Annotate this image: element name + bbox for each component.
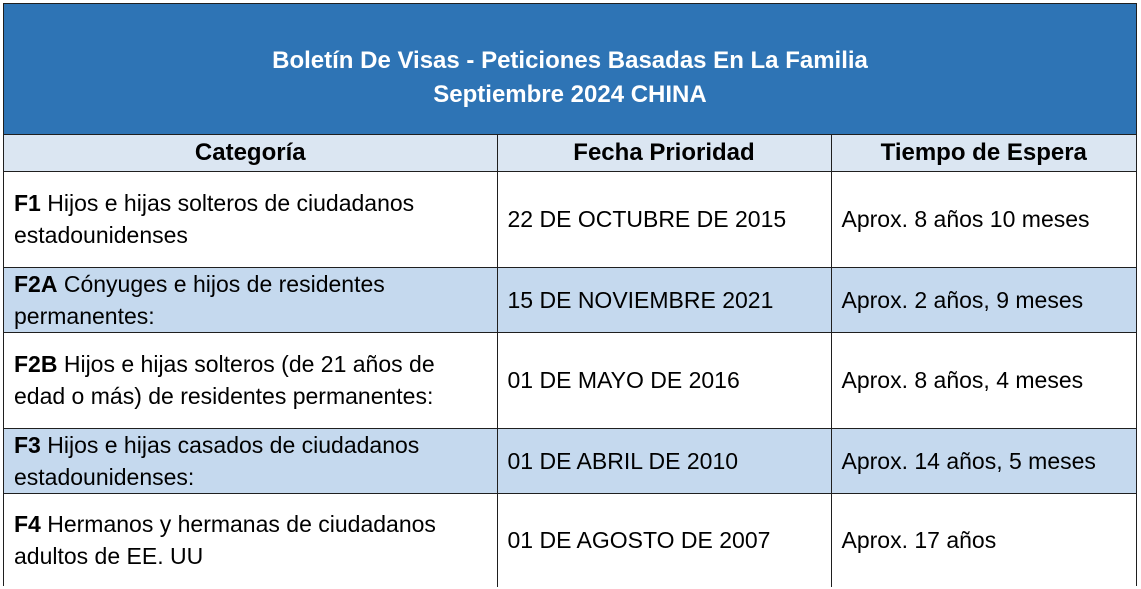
- bulletin-grid: [4, 135, 1136, 587]
- category-code: F4: [14, 511, 41, 538]
- wait-time-cell: Aprox. 8 años 10 meses: [831, 171, 1136, 267]
- category-description: Hijos e hijas casados de ciudadanos estadounidenses:: [14, 431, 420, 490]
- priority-date-cell: 15 DE NOVIEMBRE 2021: [497, 267, 831, 332]
- category-cell: [4, 428, 497, 493]
- column-header-wait-time: Tiempo de Espera: [831, 135, 1136, 171]
- column-header-row: [4, 135, 1136, 171]
- table-row-f2b: [4, 332, 1136, 428]
- table-row-f4: [4, 493, 1136, 587]
- visa-bulletin-table: [3, 3, 1137, 586]
- bulletin-header: [4, 4, 1136, 135]
- bulletin-title: Boletín De Visas - Peticiones Basadas En La Familia: [272, 47, 868, 74]
- category-description: Hijos e hijas solteros (de 21 años de edad o más) de residentes permanentes:: [14, 351, 435, 409]
- wait-time-cell: Aprox. 2 años, 9 meses: [831, 267, 1136, 332]
- category-description: Cónyuges e hijos de residentes permanentes:: [14, 270, 385, 329]
- category-cell: [4, 267, 497, 332]
- table-row-f2a: [4, 267, 1136, 332]
- priority-date-cell: 22 DE OCTUBRE DE 2015: [497, 171, 831, 267]
- category-cell: [4, 332, 497, 428]
- category-description: Hijos e hijas solteros de ciudadanos estadounidenses: [14, 190, 415, 248]
- table-row-f3: [4, 428, 1136, 493]
- category-code: F3: [14, 431, 41, 458]
- category-description: Hermanos y hermanas de ciudadanos adultos de EE. UU: [14, 511, 436, 570]
- priority-date-cell: 01 DE AGOSTO DE 2007: [497, 493, 831, 587]
- column-header-category: Categoría: [4, 135, 497, 171]
- priority-date-cell: 01 DE ABRIL DE 2010: [497, 428, 831, 493]
- category-cell: [4, 493, 497, 587]
- wait-time-cell: Aprox. 8 años, 4 meses: [831, 332, 1136, 428]
- category-code: F2B: [14, 351, 58, 377]
- priority-date-cell: 01 DE MAYO DE 2016: [497, 332, 831, 428]
- category-code: F1: [14, 190, 41, 216]
- category-cell: [4, 171, 497, 267]
- column-header-priority-date: Fecha Prioridad: [497, 135, 831, 171]
- wait-time-cell: Aprox. 17 años: [831, 493, 1136, 587]
- category-code: F2A: [14, 270, 58, 297]
- bulletin-subtitle: Septiembre 2024 CHINA: [433, 81, 707, 108]
- table-row-f1: [4, 171, 1136, 267]
- wait-time-cell: Aprox. 14 años, 5 meses: [831, 428, 1136, 493]
